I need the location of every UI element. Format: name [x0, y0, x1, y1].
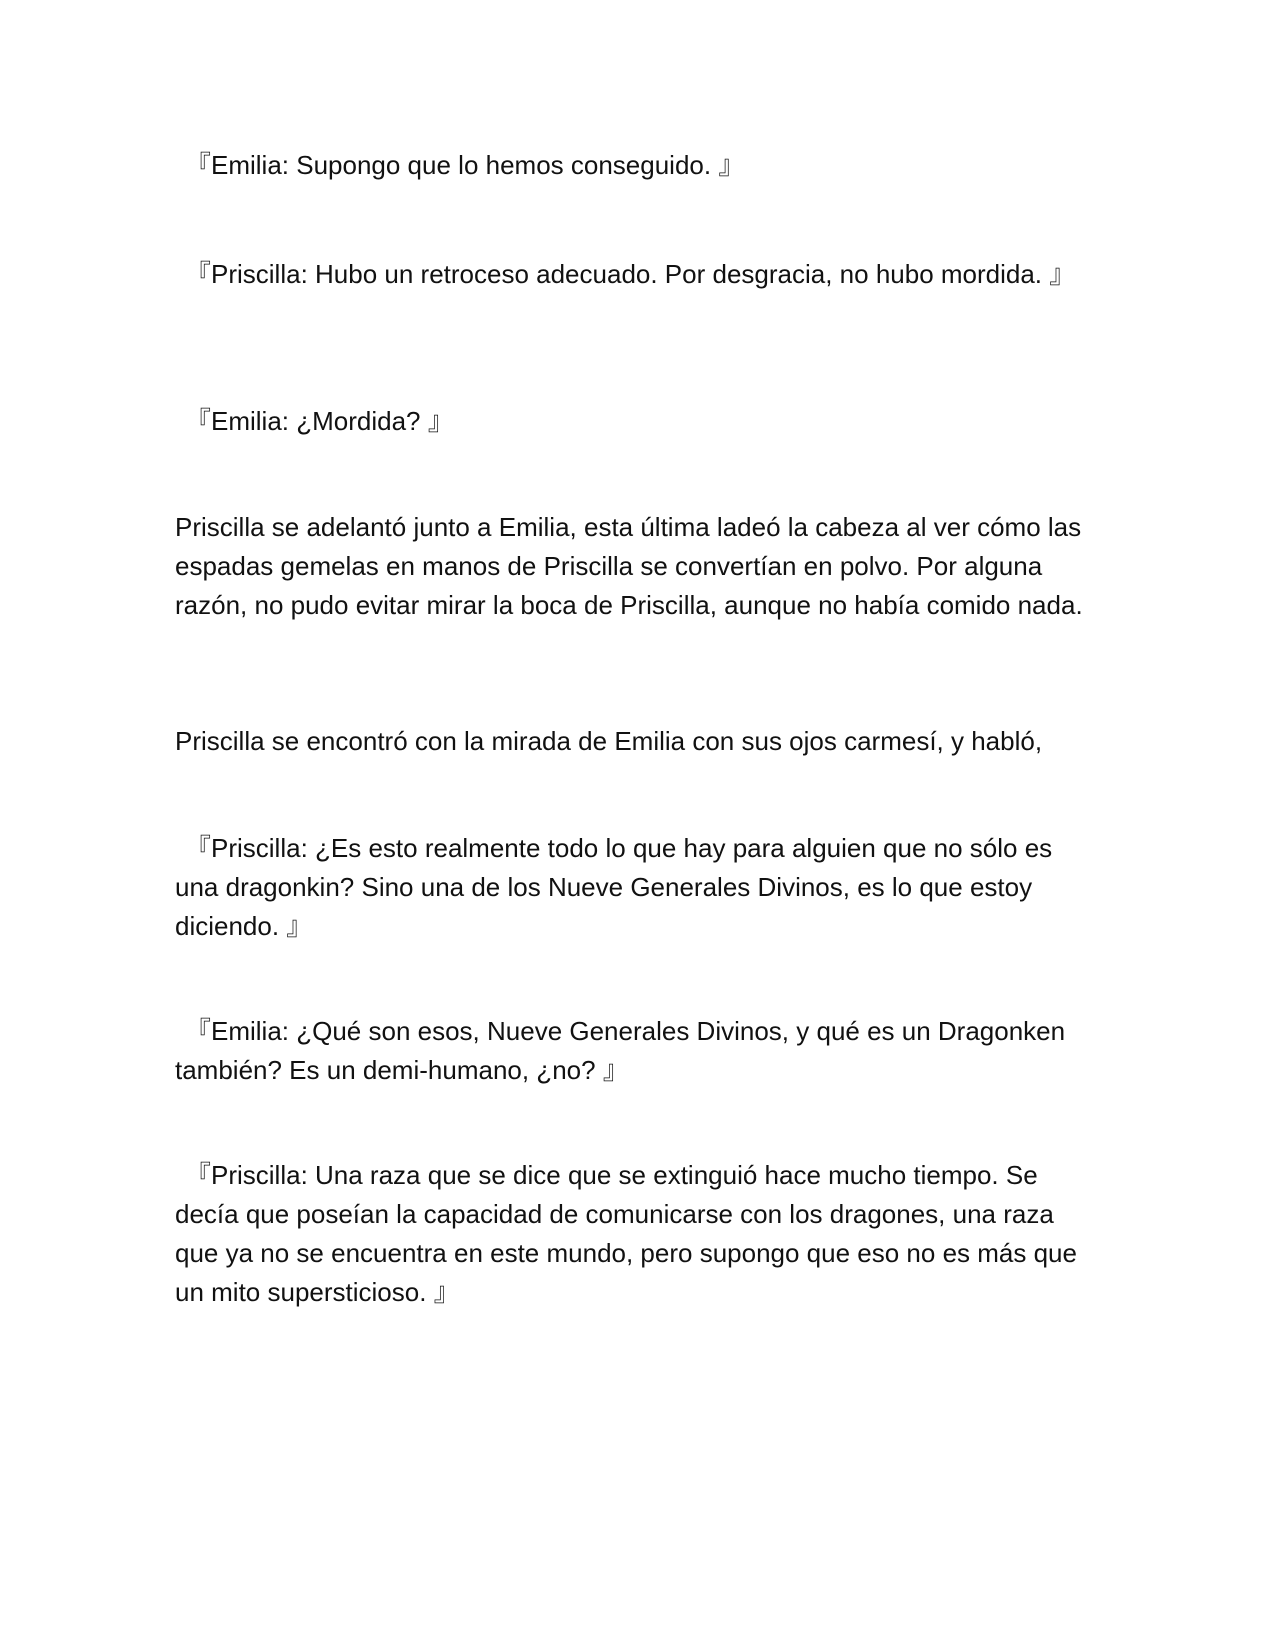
narration-paragraph-1: Priscilla se adelantó junto a Emilia, esta última ladeó la cabeza al ver cómo las espadas gemelas en manos de Priscilla se convertían en polvo. Por alguna razón, no pudo evitar mirar la boca de Priscilla, aunque no había comido nada.	[175, 512, 1083, 620]
dialogue-priscilla-1: 『Priscilla: Hubo un retroceso adecuado. Por desgracia, no hubo mordida. 』	[185, 259, 1076, 289]
dialogue-emilia-3: 『Emilia: ¿Qué son esos, Nueve Generales Divinos, y qué es un Dragonken también? Es un demi-humano, ¿no? 』	[175, 1016, 1066, 1085]
narration-paragraph-2: Priscilla se encontró con la mirada de Emilia con sus ojos carmesí, y habló,	[175, 726, 1043, 756]
dialogue-priscilla-2: 『Priscilla: ¿Es esto realmente todo lo que hay para alguien que no sólo es una dragonkin? Sino una de los Nueve Generales Divinos, es lo que estoy diciendo. 』	[175, 833, 1053, 941]
dialogue-emilia-2: 『Emilia: ¿Mordida? 』	[185, 406, 454, 436]
dialogue-emilia-1: 『Emilia: Supongo que lo hemos conseguido. 』	[185, 150, 745, 180]
dialogue-priscilla-3: 『Priscilla: Una raza que se dice que se extinguió hace mucho tiempo. Se decía que poseían la capacidad de comunicarse con los dragones, una raza que ya no se encuentra en este mundo, pero supongo que eso no es más que un mito supersticioso. 』	[175, 1160, 1077, 1307]
